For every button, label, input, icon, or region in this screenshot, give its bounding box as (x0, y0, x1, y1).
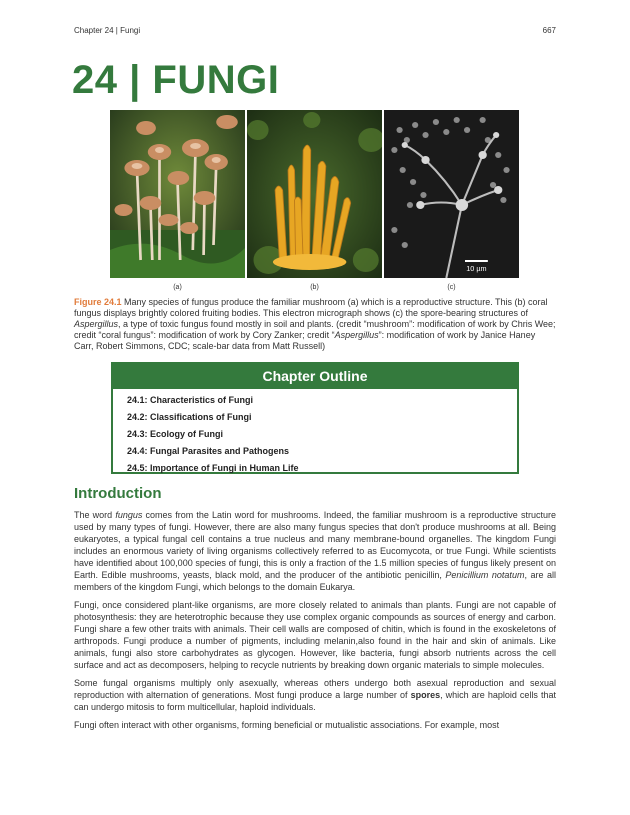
introduction-body (74, 509, 556, 737)
paragraph: Fungi often interact with other organisms, forming beneficial or mutualistic associations. For example, most (74, 720, 500, 730)
outline-item[interactable]: 24.5: Importance of Fungi in Human Life (127, 463, 299, 473)
chapter-outline-list (113, 389, 517, 477)
page-number: 667 (542, 26, 556, 35)
mushroom-photo (110, 110, 245, 278)
coral-fungus-photo (247, 110, 382, 278)
outline-item[interactable]: 24.2: Classifications of Fungi (127, 412, 252, 422)
outline-item[interactable]: 24.1: Characteristics of Fungi (127, 395, 254, 405)
paragraph: The word fungus comes from the Latin word for mushrooms. Indeed, the familiar mushroom is a reproductive structure used by many types of fungi. However, there are also many fungus species that don't produce mushrooms at all. Being eukaryotes, a typical fungal cell contains a true nucleus and many membrane-bound organelles. The kingdom Fungi includes an enormous variety of living organisms collectively referred to as Eucomycota, or true Fungi. While scientists have identified about 100,000 species of fungi, this is only a fraction of the 1.5 million species of fungus likely present on Earth. Edible mushrooms, yeasts, black mold, and the producer of the antibiotic penicillin, Penicillium notatum, are all members of the kingdom Fungi, which belongs to the domain Eukarya. (74, 510, 556, 592)
figure-label: Figure 24.1 (74, 297, 122, 307)
scale-bar-label: 10 µm (466, 265, 487, 273)
section-title-introduction: Introduction (74, 485, 162, 502)
panel-label-b: (b) (310, 284, 319, 291)
panel-labels (110, 284, 519, 291)
outline-item[interactable]: 24.4: Fungal Parasites and Pathogens (127, 446, 290, 456)
paragraph: Fungi, once considered plant-like organisms, are more closely related to animals than plants. Fungi are not capable of photosynthesis: they are heterotrophic because they use complex organic compounds as sources of energy and carbon. Fungi share a few other traits with animals. Their cell walls are composed of chitin, which is found in the exoskeletons of arthropods. Fungi produce a number of pigments, including melanin,also found in the hair and skin of animals. Like animals, fungi also store carbohydrates as glycogen. However, like bacteria, fungi absorb nutrients across the cell surface and act as decomposers, helping to recycle nutrients by breaking down organic materials to simple molecules. (74, 600, 556, 670)
figure-caption: Figure 24.1 Many species of fungus produce the familiar mushroom (a) which is a reproductive structure. This (b) coral fungus displays brightly colored fruiting bodies. This electron micrograph shows (c) the spore-bearing structures of Aspergillus, a type of toxic fungus found mostly in soil and plants. (credit “mushroom”: modification of work by Chris Wee; credit “coral fungus”: modification of work by Cory Zanker; credit “Aspergillus”: modification of work by Janice Haney Carr, Robert Simmons, CDC; scale-bar data from Matt Russell) (74, 297, 556, 351)
paragraph: Some fungal organisms multiply only asexually, whereas others undergo both asexual reproduction and sexual reproduction with alternation of generations. Most fungi produce a large number of spores, which are haploid cells that can undergo mitosis to form multicellular, haploid individuals. (74, 678, 556, 712)
chapter-title: 24 | FUNGI (72, 58, 280, 102)
chapter-outline (111, 362, 519, 474)
aspergillus-micrograph (384, 110, 519, 278)
chapter-outline-title: Chapter Outline (113, 364, 517, 389)
running-header: Chapter 24 | Fungi (74, 26, 141, 35)
figure-photos (110, 110, 519, 278)
outline-item[interactable]: 24.3: Ecology of Fungi (127, 429, 224, 439)
panel-label-a: (a) (173, 284, 182, 291)
panel-label-c: (c) (447, 284, 456, 291)
